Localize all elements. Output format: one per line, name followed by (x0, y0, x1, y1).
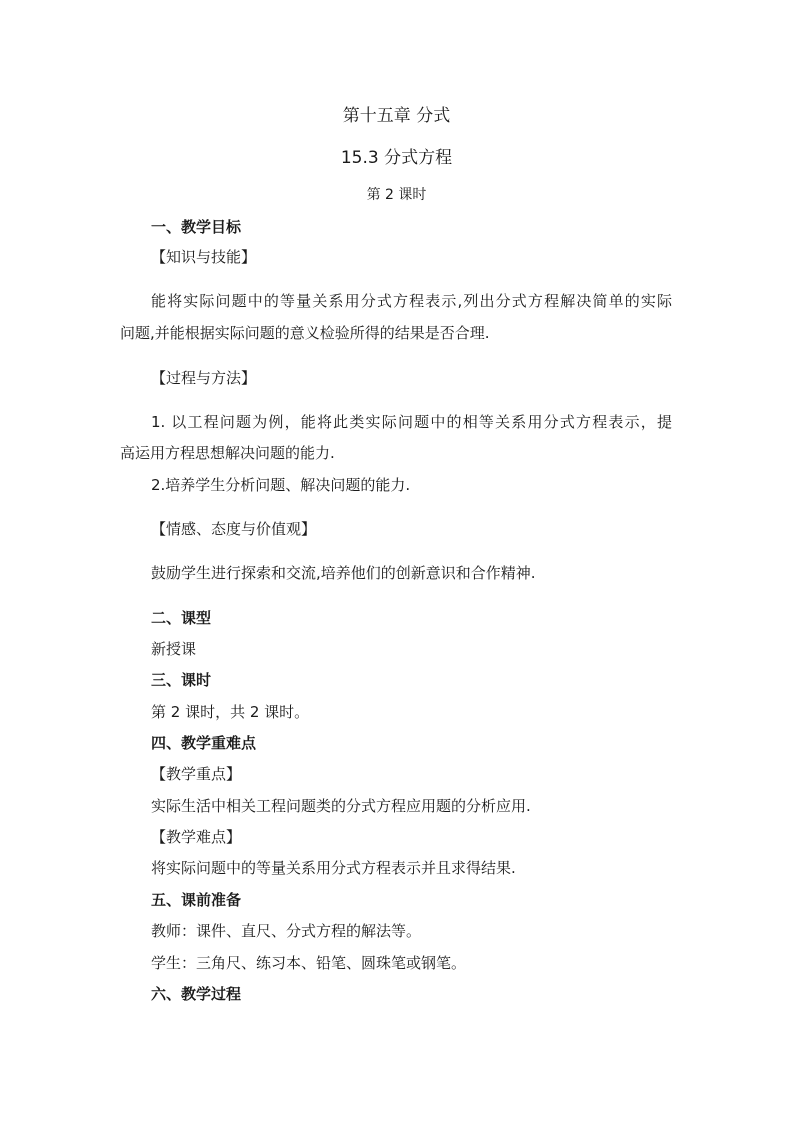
difficult-points-text: 将实际问题中的等量关系用分式方程表示并且求得结果. (151, 859, 516, 877)
heading-preparation: 五、课前准备 (151, 891, 242, 909)
heading-key-difficult-points: 四、教学重难点 (151, 734, 257, 752)
heading-class-hours: 三、课时 (151, 671, 212, 689)
key-points-text: 实际生活中相关工程问题类的分式方程应用题的分析应用. (151, 797, 531, 815)
emotion-text: 鼓励学生进行探索和交流,培养他们的创新意识和合作精神. (151, 564, 536, 582)
section-title: 15.3 分式方程 (340, 148, 453, 168)
process-item-1-line-1: 1. 以工程问题为例，能将此类实际问题中的相等关系用分式方程表示，提 (151, 413, 672, 431)
process-item-1-line-2: 高运用方程思想解决问题的能力. (120, 444, 335, 462)
student-preparation: 学生：三角尺、练习本、铅笔、圆珠笔或钢笔。 (151, 954, 467, 972)
label-difficult-points: 【教学难点】 (151, 828, 242, 846)
process-item-2: 2.培养学生分析问题、解决问题的能力. (151, 476, 411, 494)
heading-teaching-process: 六、教学过程 (151, 985, 242, 1003)
teacher-preparation: 教师：课件、直尺、分式方程的解法等。 (151, 922, 422, 940)
chapter-title: 第十五章 分式 (342, 106, 451, 126)
label-knowledge-skills: 【知识与技能】 (151, 248, 257, 266)
knowledge-text-line-1: 能将实际问题中的等量关系用分式方程表示,列出分式方程解决简单的实际 (151, 292, 672, 310)
heading-lesson-type: 二、课型 (151, 609, 212, 627)
class-hours-text: 第 2 课时，共 2 课时。 (151, 703, 310, 721)
label-key-points: 【教学重点】 (151, 765, 242, 783)
heading-teaching-goals: 一、教学目标 (151, 218, 242, 236)
lesson-number: 第 2 课时 (366, 187, 427, 203)
lesson-type-text: 新授课 (151, 640, 197, 658)
label-process-methods: 【过程与方法】 (151, 369, 257, 387)
label-emotion-values: 【情感、态度与价值观】 (151, 520, 317, 538)
knowledge-text-line-2: 问题,并能根据实际问题的意义检验所得的结果是否合理. (120, 324, 490, 342)
